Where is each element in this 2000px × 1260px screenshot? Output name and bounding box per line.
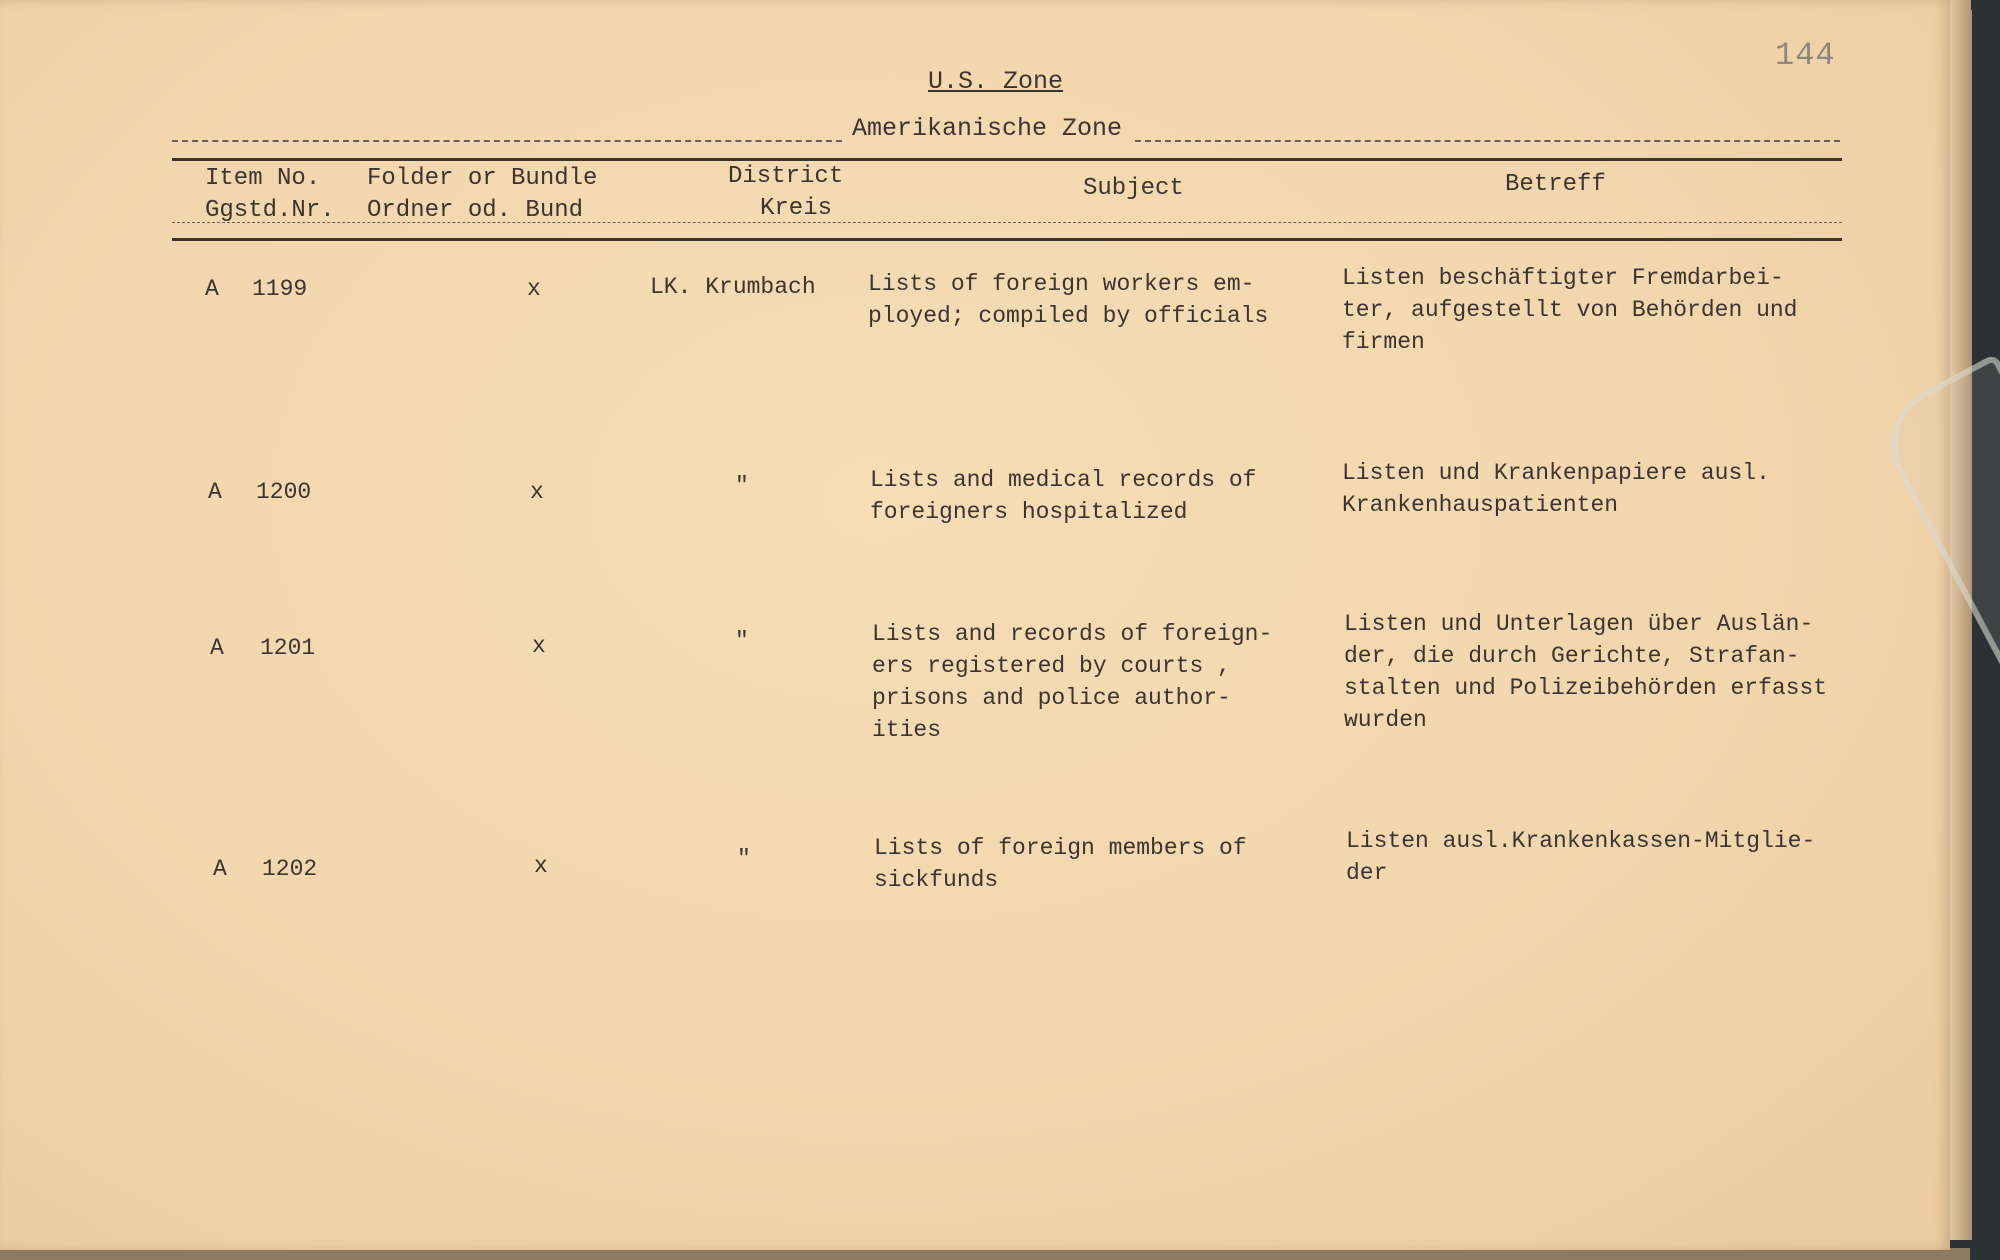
betreff-text: Listen ausl.Krankenkassen-Mitglie- der <box>1346 828 1816 886</box>
betreff-text: Listen beschäftigter Fremdarbei- ter, aufgestellt von Behörden und firmen <box>1342 265 1798 355</box>
zone-title: U.S. Zone <box>928 67 1064 96</box>
item-number: 1199 <box>252 276 308 302</box>
district-value: LK. Krumbach <box>650 274 816 300</box>
header-subject: Subject <box>1083 175 1184 202</box>
item-prefix: A <box>213 856 227 882</box>
page-number: 144 <box>1775 37 1836 74</box>
header-dash-rule <box>172 222 1842 223</box>
header-top-rule <box>172 158 1842 161</box>
header-folder-de: Ordner od. Bund <box>367 197 584 224</box>
betreff-text: Listen und Krankenpapiere ausl. Krankenhauspatienten <box>1342 460 1770 518</box>
subtitle-dash-right <box>1135 140 1840 142</box>
header-item-no: Item No. <box>205 165 321 192</box>
header-folder: Folder or Bundle <box>367 165 598 192</box>
subject-text: Lists and records of foreign- ers registered by courts , prisons and police author- ities <box>872 621 1273 743</box>
item-prefix: A <box>208 479 222 505</box>
item-number: 1202 <box>262 856 318 882</box>
subject-text: Lists and medical records of foreigners hospitalized <box>870 467 1257 525</box>
header-district: District <box>728 163 844 190</box>
district-value: " <box>737 846 751 872</box>
district-value: " <box>735 628 749 654</box>
subject-text: Lists of foreign workers em- ployed; compiled by officials <box>868 271 1269 329</box>
zone-subtitle: Amerikanische Zone <box>852 114 1123 143</box>
header-district-de: Kreis <box>760 195 833 222</box>
item-number: 1200 <box>256 479 312 505</box>
item-prefix: A <box>210 635 224 661</box>
folder-mark: x <box>530 479 544 505</box>
subtitle-dash-left <box>172 140 842 142</box>
item-prefix: A <box>205 276 219 302</box>
betreff-text: Listen und Unterlagen über Auslän- der, die durch Gerichte, Strafan- stalten und Polizeibehörden erfasst wurden <box>1344 611 1828 733</box>
folder-mark: x <box>532 633 546 659</box>
header-betreff: Betreff <box>1505 171 1606 198</box>
folder-mark: x <box>534 853 548 879</box>
header-item-no-de: Ggstd.Nr. <box>205 197 335 224</box>
district-value: " <box>735 473 749 499</box>
item-number: 1201 <box>260 635 316 661</box>
subject-text: Lists of foreign members of sickfunds <box>874 835 1247 893</box>
header-bottom-rule <box>172 238 1842 241</box>
folder-mark: x <box>527 276 541 302</box>
